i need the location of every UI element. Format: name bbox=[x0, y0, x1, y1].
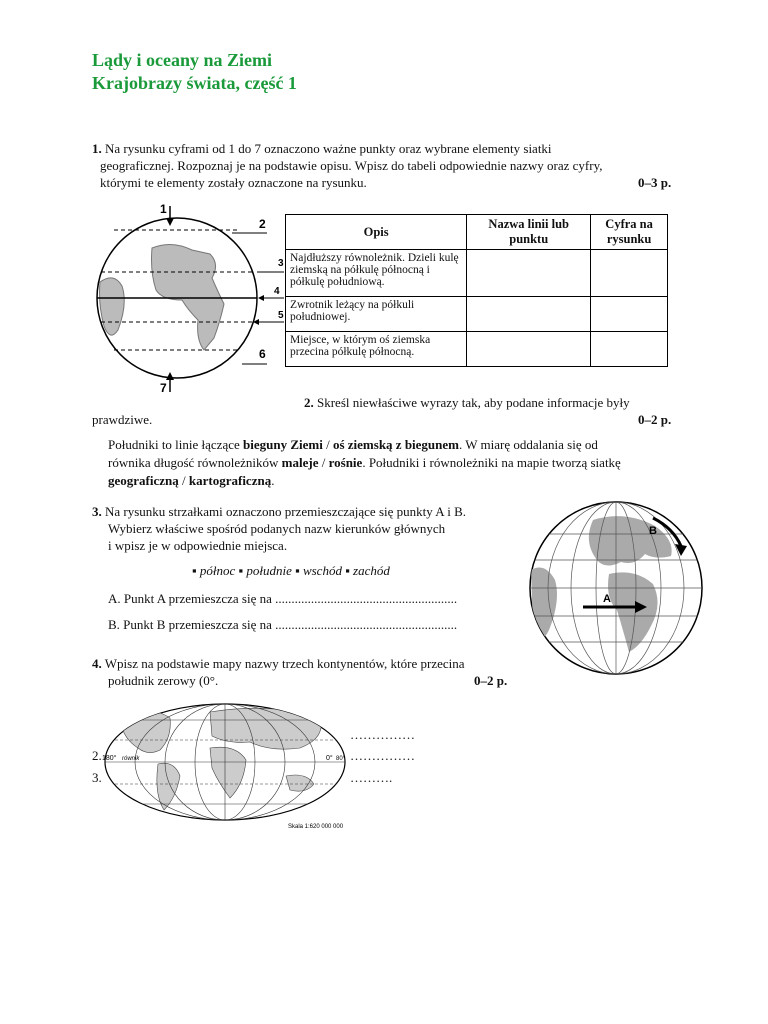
task1-number: 1. bbox=[92, 141, 102, 156]
th-nazwa: Nazwa linii lub punktu bbox=[467, 215, 591, 250]
task2-points: 0–2 p. bbox=[638, 412, 672, 427]
label-3: 3 bbox=[278, 258, 284, 269]
task4-world-map bbox=[100, 698, 350, 834]
task2-text-line2: prawdziwe. bbox=[92, 412, 153, 427]
task3-number: 3. bbox=[92, 504, 102, 519]
task2-number: 2. bbox=[304, 395, 314, 410]
task4-text: 4. Wpisz na podstawie mapy nazwy trzech kontynentów, które przecina południk zerowy (0°. bbox=[92, 656, 465, 688]
task3-answer-a: A. Punkt A przemieszcza się na ........................................................ bbox=[108, 591, 458, 606]
globe-grid bbox=[525, 500, 707, 676]
task4-answer-3[interactable]: ………. bbox=[350, 770, 393, 785]
row2-name-input[interactable] bbox=[467, 297, 591, 332]
task4-number: 4. bbox=[92, 656, 102, 671]
option-rosnie[interactable]: rośnie bbox=[328, 455, 363, 470]
task2-paragraph: Południki to linie łączące bieguny Ziemi / oś ziemską z biegunem. W miarę oddalania się od równika długość równoleżników maleje / rośnie. Południki i równoleżniki na mapie tworzą siatkę geograficzną / kartograficzną. bbox=[108, 437, 621, 488]
task4-answer-2-number: 2. bbox=[92, 748, 102, 763]
row2-desc: Zwrotnik leżący na półkuli południowej. bbox=[286, 297, 467, 332]
row3-digit-input[interactable] bbox=[591, 332, 668, 367]
label-2: 2 bbox=[259, 217, 266, 231]
task4-answer-1[interactable]: …………… bbox=[350, 727, 415, 742]
answer-a-field[interactable]: ........................................................ bbox=[275, 591, 458, 606]
row1-desc: Najdłuższy równoleżnik. Dzieli kulę ziemską na półkulę północną i półkulę południową. bbox=[286, 250, 467, 297]
map-label-equator: równik bbox=[122, 756, 140, 762]
option-maleje[interactable]: maleje bbox=[281, 455, 319, 470]
label-a: A bbox=[603, 593, 611, 605]
map-scale: Skala 1:620 000 000 bbox=[288, 824, 344, 830]
task3-globe-figure bbox=[525, 500, 707, 676]
row1-digit-input[interactable] bbox=[591, 250, 668, 297]
label-5: 5 bbox=[278, 310, 284, 321]
task1-points: 0–3 p. bbox=[638, 175, 672, 190]
label-1: 1 bbox=[160, 202, 167, 216]
row3-desc: Miejsce, w którym oś ziemska przecina półkulę północną. bbox=[286, 332, 467, 367]
task4-answer-3-number: 3. bbox=[92, 770, 102, 785]
task2-header: 2. Skreśl niewłaściwe wyrazy tak, aby podane informacje były bbox=[304, 395, 630, 410]
table-row bbox=[286, 332, 668, 367]
label-6: 6 bbox=[259, 347, 266, 361]
option-geograficzna[interactable]: geograficzną bbox=[108, 473, 179, 488]
row1-name-input[interactable] bbox=[467, 250, 591, 297]
label-b: B bbox=[649, 525, 657, 537]
table-row bbox=[286, 297, 668, 332]
option-kartograficzna[interactable]: kartograficzną bbox=[188, 473, 272, 488]
option-bieguny[interactable]: bieguny Ziemi bbox=[243, 437, 323, 452]
label-4: 4 bbox=[274, 286, 280, 297]
table-header-row bbox=[286, 215, 668, 250]
task1-table bbox=[285, 214, 668, 367]
th-cyfra: Cyfra na rysunku bbox=[591, 215, 668, 250]
map-label-80: 80° bbox=[336, 756, 346, 762]
label-7: 7 bbox=[160, 381, 167, 395]
title-line-2: Krajobrazy świata, część 1 bbox=[92, 73, 297, 93]
task3-directions: ▪ północ ▪ południe ▪ wschód ▪ zachód bbox=[192, 563, 390, 578]
table-row bbox=[286, 250, 668, 297]
task4-points: 0–2 p. bbox=[474, 673, 508, 688]
title-line-1: Lądy i oceany na Ziemi bbox=[92, 50, 273, 70]
task1-text: 1. Na rysunku cyframi od 1 do 7 oznaczono ważne punkty oraz wybrane elementy siatki geograficznej. Rozpoznaj je na podstawie opisu. Wpisz do tabeli odpowiednie nazwy oraz cyfry, którymi te elementy zostały oznaczone na rysunku. bbox=[92, 141, 603, 190]
option-os[interactable]: oś ziemską z biegunem bbox=[332, 437, 459, 452]
task3-answer-b: B. Punkt B przemieszcza się na ........................................................ bbox=[108, 617, 458, 632]
task1-globe-figure bbox=[92, 200, 282, 396]
map-label-0: 0° bbox=[326, 755, 333, 762]
task4-answer-2[interactable]: …………… bbox=[350, 748, 415, 763]
row3-name-input[interactable] bbox=[467, 332, 591, 367]
answer-b-field[interactable]: ........................................................ bbox=[275, 617, 458, 632]
row2-digit-input[interactable] bbox=[591, 297, 668, 332]
map-label-180: 180° bbox=[102, 755, 117, 762]
task3-text: 3. Na rysunku strzałkami oznaczono przemieszczające się punkty A i B. Wybierz właściwe spośród podanych nazw kierunków głównych i wpisz je w odpowiednie miejsca. bbox=[92, 504, 466, 553]
th-opis: Opis bbox=[286, 215, 467, 250]
